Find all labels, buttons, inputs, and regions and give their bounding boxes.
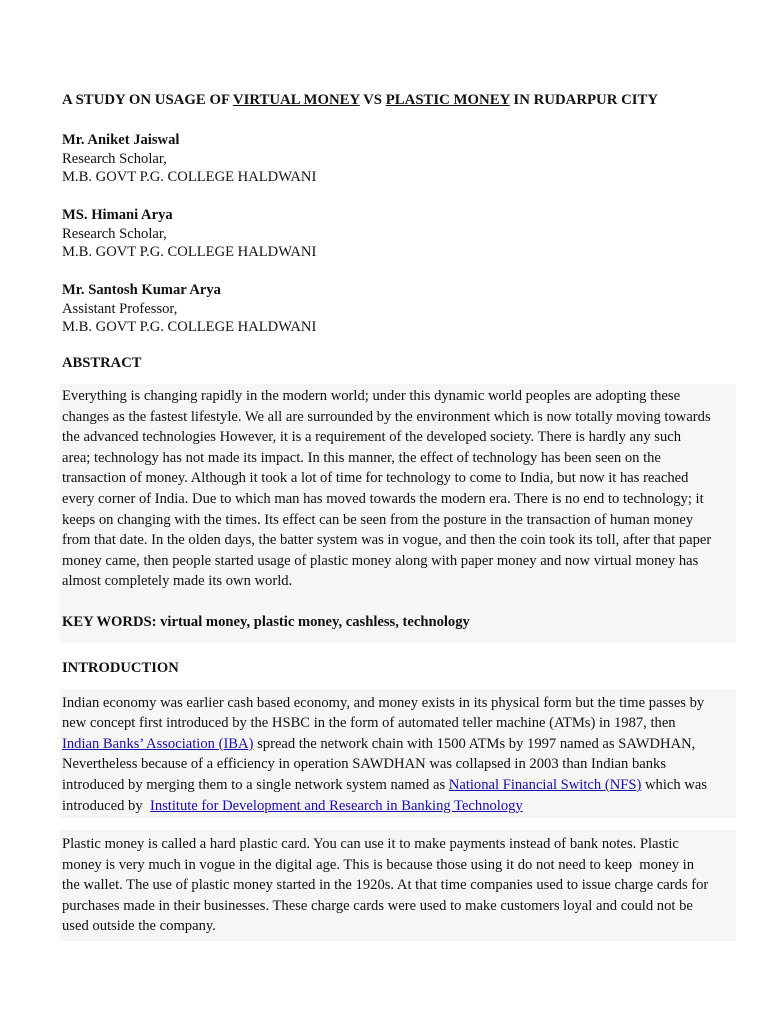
intro-text: introduced by merging them to a single network system named as [62, 776, 449, 793]
intro-line [62, 796, 736, 817]
intro-line: Nevertheless because of a efficiency in operation SAWDHAN was collapsed in 2003 than Indian banks [62, 756, 667, 773]
intro-text: introduced by [62, 797, 150, 814]
paragraph-line: purchases made in their businesses. These charge cards were used to make customers loyal and could not be [62, 897, 693, 914]
paragraph-line: used outside the company. [62, 918, 216, 935]
title-text: IN RUDARPUR CITY [509, 92, 659, 108]
paragraph-line: money is very much in vogue in the digital age. This is because those using it do not need to keep money in [62, 856, 695, 873]
introduction-paragraph [60, 689, 736, 819]
title-text: VS [359, 92, 386, 108]
plastic-money-paragraph [60, 830, 736, 941]
abstract-line: almost completely made its own world. [62, 573, 293, 590]
abstract-line: Everything is changing rapidly in the modern world; under this dynamic world peoples are adopting these [62, 388, 681, 404]
abstract-line: transaction of money. Although it took a lot of time for technology to come to India, but now it has reached [62, 470, 689, 487]
keywords-line: KEY WORDS: virtual money, plastic money, cashless, technology [60, 600, 736, 643]
author-block [62, 205, 738, 261]
author-role: Assistant Professor, [62, 301, 178, 317]
intro-text: spread the network chain with 1500 ATMs by 1997 named as SAWDHAN, [253, 735, 696, 752]
paper-title [62, 89, 738, 111]
author-name: Mr. Santosh Kumar Arya [62, 282, 221, 298]
abstract-line: changes as the fastest lifestyle. We all are surrounded by the environment which is now totally moving towards [62, 408, 711, 425]
intro-line: new concept first introduced by the HSBC in the form of automated teller machine (ATMs) in 1987, then [62, 715, 676, 732]
author-name: MS. Himani Arya [62, 207, 173, 223]
author-name: Mr. Aniket Jaiswal [62, 132, 180, 148]
title-virtual-money: VIRTUAL MONEY [232, 92, 360, 108]
author-block [62, 130, 738, 186]
abstract-line: every corner of India. Due to which man has moved towards the modern era. There is no end to technology; it [62, 490, 704, 507]
paragraph-line: Plastic money is called a hard plastic card. You can use it to make payments instead of bank notes. Plastic [62, 836, 679, 853]
intro-line [62, 775, 736, 796]
abstract-heading: ABSTRACT [62, 355, 142, 371]
idrbt-link[interactable]: Institute for Development and Research in Banking Technology [149, 797, 523, 814]
author-role: Research Scholar, [62, 151, 167, 167]
author-block [62, 280, 738, 336]
document-page [62, 89, 738, 941]
author-role: Research Scholar, [62, 226, 167, 242]
intro-line: Indian economy was earlier cash based economy, and money exists in its physical form but the time passes by [62, 694, 705, 711]
abstract-line: from that date. In the olden days, the batter system was in vogue, and then the coin took its toll, after that paper [62, 532, 712, 549]
title-text: A STUDY ON USAGE OF [62, 92, 233, 108]
abstract-text [60, 384, 736, 600]
introduction-heading: INTRODUCTION [62, 659, 179, 676]
intro-line [62, 734, 736, 755]
abstract-line: money came, then people started usage of plastic money along with paper money and now virtual money has [62, 552, 699, 569]
abstract-line: keeps on changing with the times. Its effect can be seen from the posture in the transaction of human money [62, 511, 694, 528]
intro-text: which was [641, 776, 708, 793]
author-affiliation: M.B. GOVT P.G. COLLEGE HALDWANI [62, 169, 317, 185]
title-plastic-money: PLASTIC MONEY [385, 92, 510, 108]
iba-link[interactable]: Indian Banks’ Association (IBA) [62, 735, 254, 752]
nfs-link[interactable]: National Financial Switch (NFS) [448, 776, 642, 793]
author-affiliation: M.B. GOVT P.G. COLLEGE HALDWANI [62, 244, 317, 260]
abstract-line: the advanced technologies However, it is a requirement of the developed society. There is hardly any such [62, 429, 682, 446]
paragraph-line: the wallet. The use of plastic money started in the 1920s. At that time companies used to issue charge cards for [62, 877, 709, 894]
abstract-line: area; technology has not made its impact. In this manner, the effect of technology has been seen on the [62, 449, 661, 466]
author-affiliation: M.B. GOVT P.G. COLLEGE HALDWANI [62, 319, 317, 335]
